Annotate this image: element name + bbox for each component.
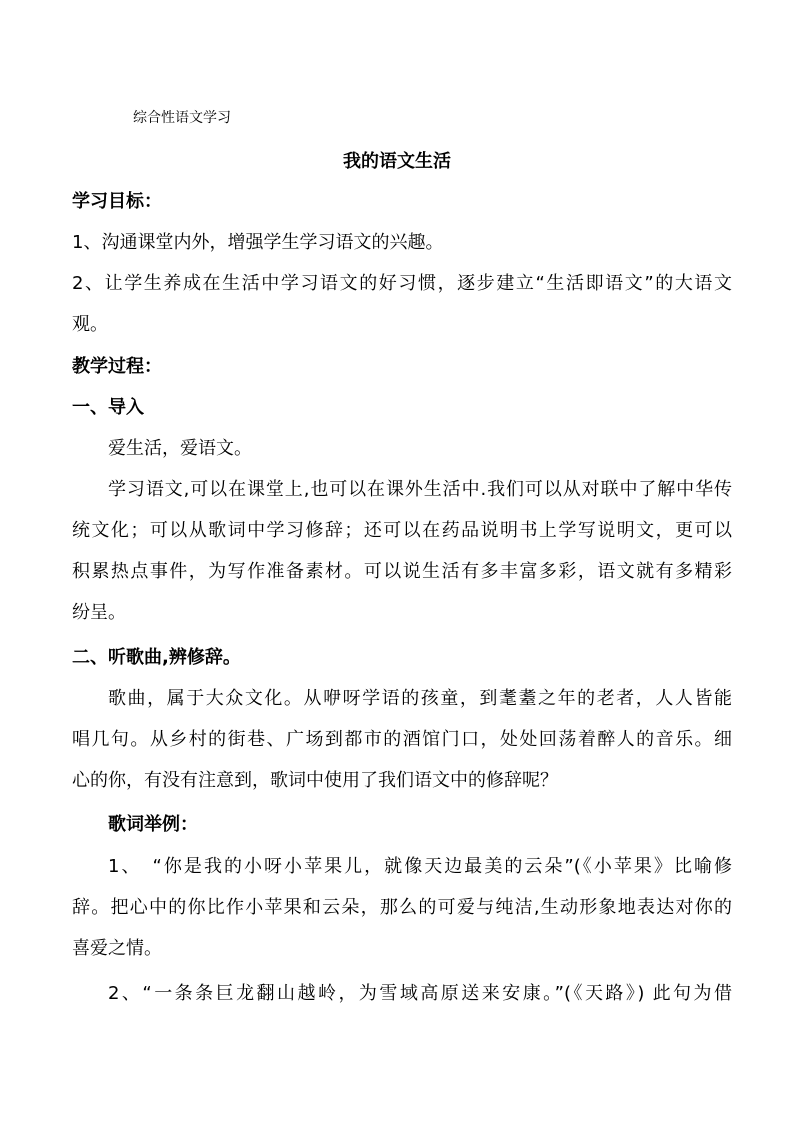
section-1-heading: 一、导入 <box>72 397 144 418</box>
objectives-heading: 学习目标： <box>72 191 162 212</box>
example-2-line-1: 2、“一条条巨龙翻山越岭，为雪域高原送来安康。”(《天路》) 此句为借 <box>108 983 732 1004</box>
objective-item-2-line-2: 观。 <box>72 314 108 335</box>
document-subtitle: 综合性语文学习 <box>133 110 231 126</box>
example-1-line-1: 1、 “你是我的小呀小苹果儿，就像天边最美的云朵”(《小苹果》比喻修 <box>108 856 732 877</box>
example-1-line-3: 喜爱之情。 <box>72 938 162 959</box>
section-1-paragraph-2-line-2: 统文化；可以从歌词中学习修辞；还可以在药品说明书上学写说明文，更可以 <box>72 520 732 541</box>
objective-item-1: 1、沟通课堂内外，增强学生学习语文的兴趣。 <box>72 232 444 253</box>
section-2-paragraph-1-line-3: 心的你，有没有注意到，歌词中使用了我们语文中的修辞呢？ <box>72 770 558 791</box>
example-1-line-2: 辞。把心中的你比作小苹果和云朵，那么的可爱与纯洁,生动形象地表达对你的 <box>72 897 732 918</box>
document-title: 我的语文生活 <box>343 151 451 172</box>
lyrics-examples-heading: 歌词举例： <box>108 814 198 835</box>
process-heading: 教学过程： <box>72 356 162 377</box>
section-2-paragraph-1-line-2: 唱几句。从乡村的街巷、广场到都市的酒馆门口，处处回荡着醉人的音乐。细 <box>72 729 732 750</box>
section-2-paragraph-1-line-1: 歌曲，属于大众文化。从咿呀学语的孩童，到耄耋之年的老者，人人皆能 <box>108 688 732 709</box>
section-1-paragraph-1: 爱生活，爱语文。 <box>108 438 252 459</box>
objective-item-2-line-1: 2、让学生养成在生活中学习语文的好习惯，逐步建立“生活即语文”的大语文 <box>72 273 732 294</box>
section-2-heading: 二、听歌曲,辨修辞。 <box>72 647 241 668</box>
section-1-paragraph-2-line-1: 学习语文,可以在课堂上,也可以在课外生活中.我们可以从对联中了解中华传 <box>108 479 732 500</box>
section-1-paragraph-2-line-4: 纷呈。 <box>72 602 126 623</box>
section-1-paragraph-2-line-3: 积累热点事件，为写作准备素材。可以说生活有多丰富多彩，语文就有多精彩 <box>72 561 732 582</box>
